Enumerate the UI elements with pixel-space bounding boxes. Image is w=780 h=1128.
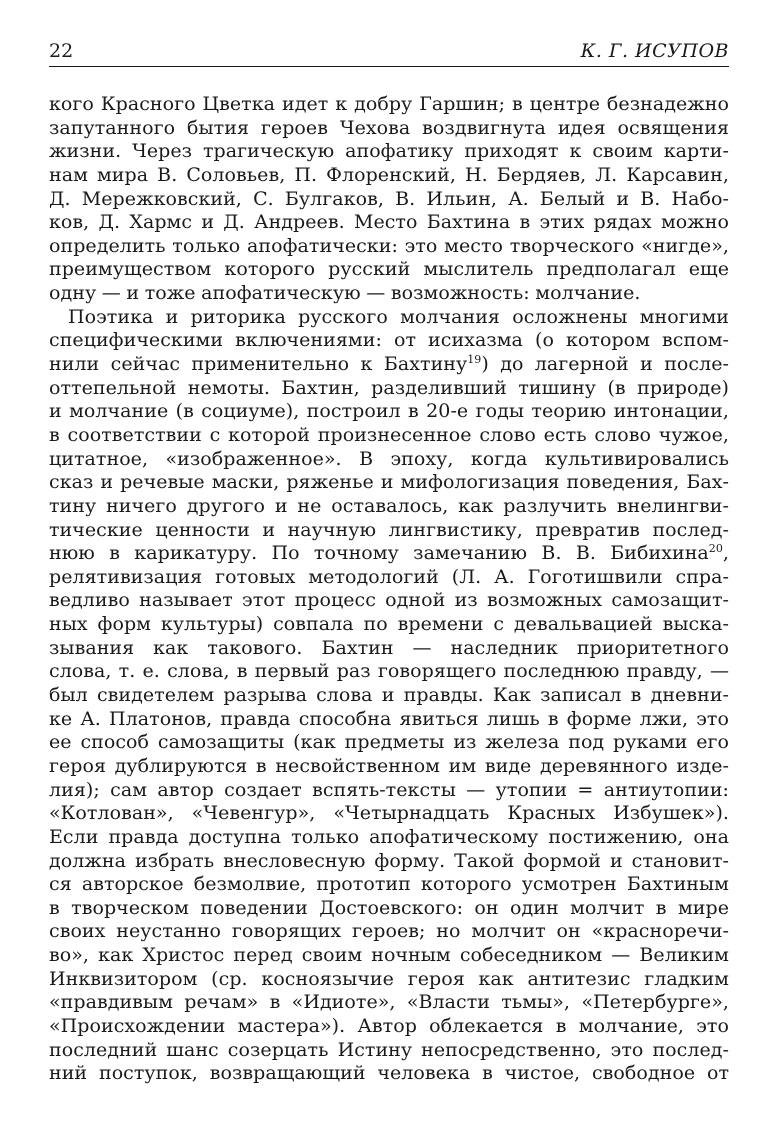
text-line: жизни. Через трагическую апофатику приходят к своим карти-	[49, 140, 729, 163]
text-line: ведливо называет этот процесс одной из возможных самозащит-	[49, 589, 729, 612]
text-line: своих неустанно говорящих героев; но молчит он «красноречи-	[49, 920, 729, 943]
footnote-ref-20: 20	[708, 542, 723, 556]
page-number: 22	[49, 40, 74, 62]
text-line: героя дублируются в несвойственном им виде деревянного изде-	[49, 754, 729, 777]
text-line: и молчание (в социуме), построил в 20-е годы теорию интонации,	[49, 400, 729, 423]
text-line: тину ничего другого и не оставалось, как разлучить внелингви-	[49, 494, 729, 517]
footnote-ref-19: 19	[467, 353, 482, 367]
text-line: ний поступок, возвращающий человека в чистое, свободное от	[49, 1062, 729, 1085]
text-line: должна избрать внесловесную форму. Такой формой и становит-	[49, 849, 729, 872]
text-line: «правдивым речам» в «Идиоте», «Власти тьмы», «Петербурге»,	[49, 991, 729, 1014]
text-line: в соответствии с которой произнесенное слово есть слово чужое,	[49, 423, 729, 446]
text-line: ке А. Платонов, правда способна явиться лишь в форме лжи, это	[49, 707, 729, 730]
text-line: кого Красного Цветка идет к добру Гаршин; в центре безнадежно	[49, 93, 729, 115]
body-text	[49, 93, 729, 1086]
paragraph-end-line: одну — и тоже апофатическую — возможность: молчание.	[49, 282, 641, 305]
text-line: «Происхождении мастера»). Автор облекается в молчание, это	[49, 1014, 729, 1037]
text-line: ся авторское безмолвие, прототип которого усмотрен Бахтиным	[49, 873, 729, 896]
text-line: запутанного бытия героев Чехова воздвигнута идея освящения	[49, 116, 729, 139]
line-text-tail: ,	[722, 542, 729, 565]
text-line: во», как Христос перед своим ночным собеседником — Великим	[49, 944, 729, 967]
text-line: в творческом поведении Достоевского: он один молчит в мире	[49, 896, 729, 919]
text-line: Если правда доступна только апофатическому постижению, она	[49, 825, 729, 848]
running-title: К. Г. ИСУПОВ	[580, 40, 729, 62]
text-line: был свидетелем разрыва слова и правды. Как записал в дневни-	[49, 684, 729, 707]
text-line: Д. Мережковский, С. Булгаков, В. Ильин, А. Белый и В. Набо-	[49, 187, 729, 210]
line-text-tail: ) до лагерной и после-	[481, 353, 729, 376]
text-line: оттепельной немоты. Бахтин, разделивший тишину (в природе)	[49, 376, 729, 399]
line-text: нили сейчас применительно к Бахтину	[49, 353, 468, 376]
text-line: тические ценности и научную лингвистику, превратив послед-	[49, 518, 729, 541]
paragraph-start-line: Поэтика и риторика русского молчания осложнены многими	[68, 305, 729, 328]
text-line: сказ и речевые маски, ряженье и мифологизация поведения, Бах-	[49, 471, 729, 494]
text-line: определить только апофатически: это место творческого «нигде»,	[49, 234, 729, 257]
text-line: последний шанс созерцать Истину непосредственно, это послед-	[49, 1038, 729, 1061]
line-text: нюю в карикатуру. По точному замечанию В. В. Бибихина	[49, 542, 709, 565]
text-line: цитатное, «изображенное». В эпоху, когда культивировались	[49, 447, 729, 470]
text-line: зывания как такового. Бахтин — наследник приоритетного	[49, 636, 729, 659]
text-line: ных форм культуры) совпала по времени с девальвацией выска-	[49, 613, 729, 636]
text-line: Инквизитором (ср. косноязычие героя как антитезис гладким	[49, 967, 729, 990]
running-head	[49, 40, 729, 67]
text-line-with-footnote	[49, 542, 729, 566]
text-line: слова, т. е. слова, в первый раз говорящего последнюю правду, —	[49, 660, 729, 683]
text-line: ее способ самозащиты (как предметы из железа под руками его	[49, 731, 729, 754]
text-line: лия); сам автор создает вспять-тексты — утопии = антиутопии:	[49, 778, 729, 801]
text-line: «Котлован», «Чевенгур», «Четырнадцать Красных Избушек»).	[49, 802, 729, 825]
text-line: ков, Д. Хармс и Д. Андреев. Место Бахтина в этих рядах можно	[49, 211, 729, 234]
text-line: релятивизация готовых методологий (Л. А. Гоготишвили спра-	[49, 565, 729, 588]
text-line: преимуществом которого русский мыслитель предполагал еще	[49, 258, 729, 281]
text-line: нам мира В. Соловьев, П. Флоренский, Н. Бердяев, Л. Карсавин,	[49, 163, 729, 186]
text-line-with-footnote	[49, 353, 729, 377]
text-line: специфическими включениями: от исихазма (о котором вспом-	[49, 329, 729, 352]
